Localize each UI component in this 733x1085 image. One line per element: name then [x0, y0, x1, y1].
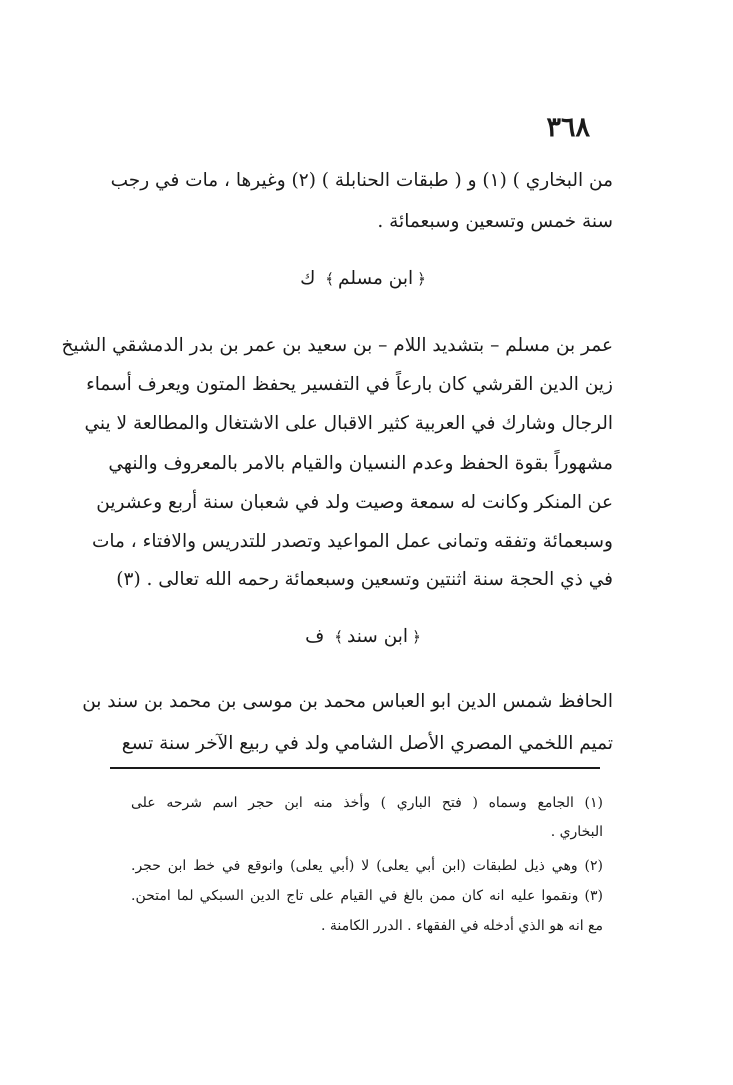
ornament-close-icon: ﴾	[334, 628, 344, 646]
entry-heading-letter: ك	[300, 268, 316, 289]
entry-1-line-4: مشهوراً بقوة الحفظ وعدم النسيان والقيام بالامر بالمعروف والنهي	[108, 453, 613, 474]
footnote-2: (٢) وهي ذيل لطبقات (ابن أبي يعلى) لا (أبي يعلى) وانوقع في خط ابن حجر.	[131, 858, 603, 874]
footnote-3-line-2: مع انه هو الذي أدخله في الفقهاء . الدرر الكامنة .	[320, 918, 603, 934]
entry-heading-name: ابن مسلم	[338, 268, 414, 289]
footnote-3-line-1: (٣) ونقموا عليه انه كان ممن بالغ في القيام على تاج الدين السبكي لما امتحن.	[131, 888, 603, 904]
footnote-1-line-2: البخاري .	[550, 824, 603, 840]
entry-2-line-2: تميم اللخمي المصري الأصل الشامي ولد في ربيع الآخر سنة تسع	[121, 733, 613, 754]
ornament-open-icon: ﴿	[417, 270, 426, 288]
entry-1-line-7: في ذي الحجة سنة اثنتين وتسعين وسبعمائة رحمه الله تعالى . (٣)	[116, 569, 613, 590]
body-line-2: سنة خمس وتسعين وسبعمائة .	[377, 211, 613, 232]
page-number: ٣٦٨	[546, 112, 590, 143]
body-line-1: من البخاري ) (١) و ( طبقات الحنابلة ) (٢) وغيرها ، مات في رجب	[110, 170, 613, 191]
entry-heading-name: ابن سند	[347, 626, 409, 647]
entry-heading-letter: ف	[305, 626, 325, 647]
entry-1-line-5: عن المنكر وكانت له سمعة وصيت ولد في شعبان سنة أربع وعشرين	[96, 492, 613, 513]
entry-2-line-1: الحافظ شمس الدين ابو العباس محمد بن موسى بن محمد بن سند بن	[82, 691, 613, 712]
entry-heading-ibn-muslim	[250, 268, 480, 289]
entry-1-line-6: وسبعمائة وتفقه وتمانى عمل المواعيد وتصدر للتدريس والافتاء ، مات	[91, 531, 613, 552]
footnote-1-line-1: (١) الجامع وسماه ( فتح الباري ) وأخذ منه ابن حجر اسم شرحه على	[131, 795, 603, 811]
entry-1-line-1: عمر بن مسلم – بتشديد اللام – بن سعيد بن عمر بن بدر الدمشقي الشيخ	[61, 335, 613, 356]
ornament-close-icon: ﴾	[325, 270, 335, 288]
footnote-divider	[110, 767, 600, 769]
entry-1-line-3: الرجال وشارك في العربية كثير الاقبال على الاشتغال والمطالعة لا يني	[84, 413, 613, 434]
entry-1-line-2: زين الدين القرشي كان بارعاً في التفسير يحفظ المتون ويعرف أسماء	[86, 374, 613, 395]
entry-heading-ibn-sanad	[250, 626, 480, 647]
ornament-open-icon: ﴿	[412, 628, 421, 646]
